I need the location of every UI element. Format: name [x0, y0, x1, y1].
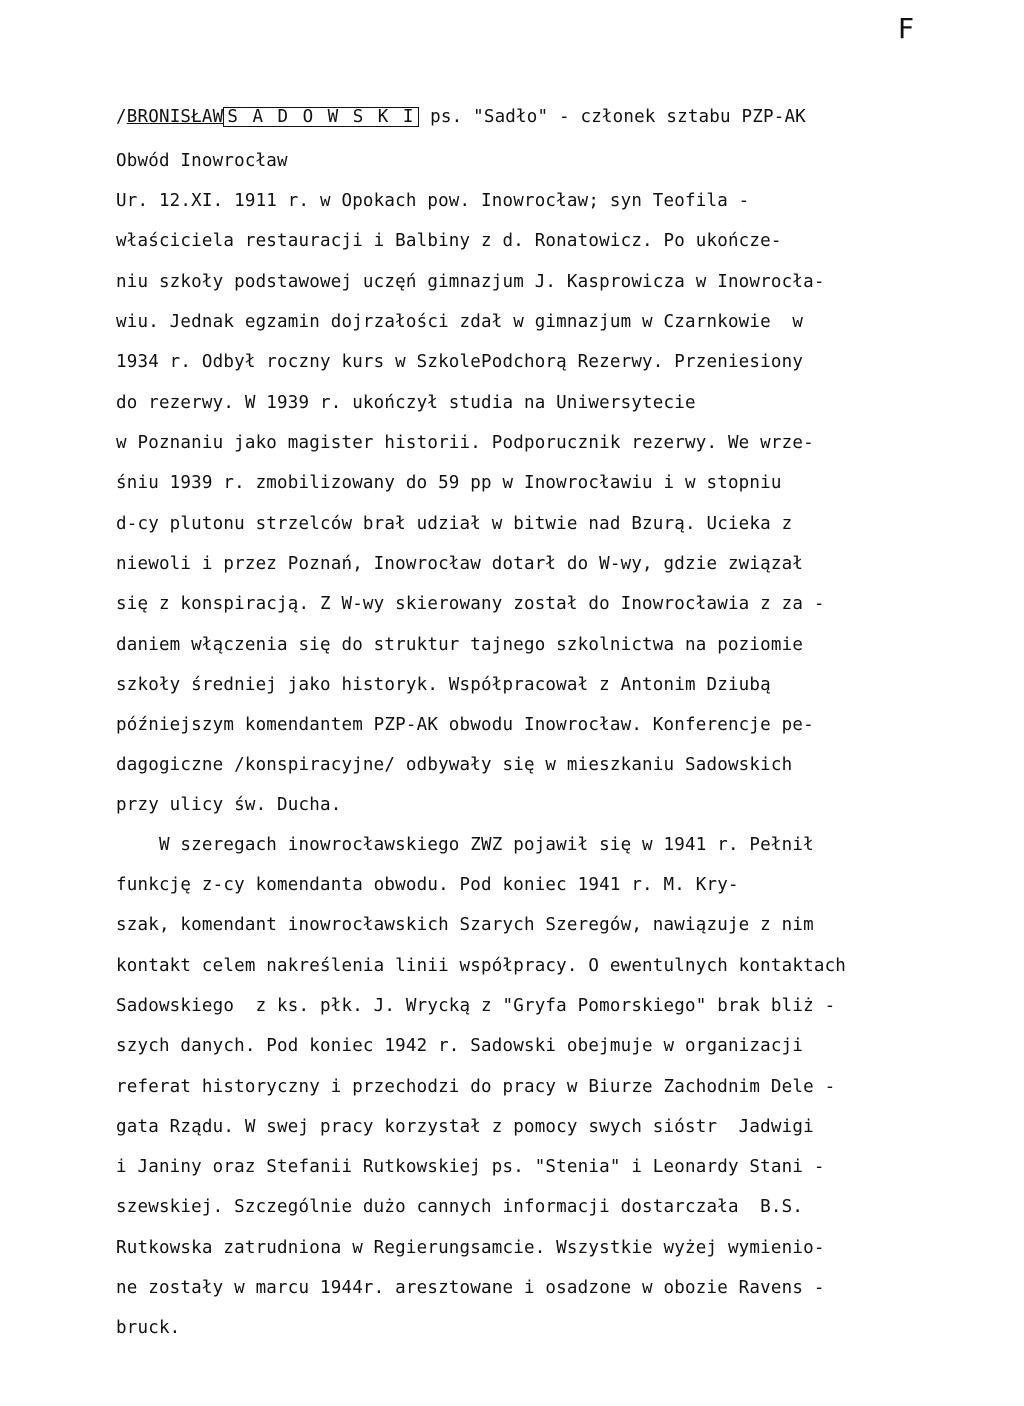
text-line: Ur. 12.XI. 1911 r. w Opokach pow. Inowrocław; syn Teofila - — [116, 191, 750, 211]
text-line: w Poznaniu jako magister historii. Podporucznik rezerwy. We wrze- — [116, 433, 814, 453]
text-line: kontakt celem nakreślenia linii współpracy. O ewentulnych kontaktach — [116, 956, 847, 976]
text-line: 1934 r. Odbył roczny kurs w SzkolePodchorą Rezerwy. Przeniesiony — [116, 352, 804, 372]
text-line: niu szkoły podstawowej uczęń gimnazjum J. Kasprowicza w Inowrocła- — [116, 272, 825, 292]
text-line: szewskiej. Szczególnie dużo cannych informacji dostarczała B.S. — [116, 1197, 804, 1217]
text-line: funkcję z-cy komendanta obwodu. Pod koniec 1941 r. M. Kry- — [116, 875, 739, 895]
text-line: niewoli i przez Poznań, Inowrocław dotarł do W-wy, gdzie związał — [116, 554, 804, 574]
text-line: bruck. — [116, 1318, 181, 1338]
text-line: Sadowskiego z ks. płk. J. Wrycką z "Gryfa Pomorskiego" brak bliż - — [116, 996, 836, 1016]
text-line: d-cy plutonu strzelców brał udział w bitwie nad Bzurą. Ucieka z — [116, 514, 793, 534]
text-line: szych danych. Pod koniec 1942 r. Sadowski obejmuje w organizacji — [116, 1036, 804, 1056]
text-line: właściciela restauracji i Balbiny z d. Ronatowicz. Po ukończe- — [116, 231, 782, 251]
text-line: szak, komendant inowrocławskich Szarych Szeregów, nawiązuje z nim — [116, 915, 814, 935]
text-line: referat historyczny i przechodzi do pracy w Biurze Zachodnim Dele - — [116, 1077, 836, 1097]
text-line: przy ulicy św. Ducha. — [116, 795, 342, 815]
text-line: śniu 1939 r. zmobilizowany do 59 pp w Inowrocławiu i w stopniu — [116, 473, 782, 493]
text-line: ne zostały w marcu 1944r. aresztowane i osadzone w obozie Ravens - — [116, 1278, 825, 1298]
text-line: i Janiny oraz Stefanii Rutkowskiej ps. "Stenia" i Leonardy Stani - — [116, 1157, 825, 1177]
heading-surname: S A D O W S K I — [223, 107, 419, 127]
text-line: Obwód Inowrocław — [116, 151, 288, 171]
text-line: daniem włączenia się do struktur tajnego szkolnictwa na poziomie — [116, 635, 804, 655]
text-line: się z konspiracją. Z W-wy skierowany został do Inowrocławia z za - — [116, 594, 825, 614]
page-mark: F — [898, 12, 915, 45]
heading-line — [116, 106, 806, 128]
text-line: Rutkowska zatrudniona w Regierungsamcie. Wszystkie wyżej wymienio- — [116, 1238, 825, 1258]
text-line: dagogiczne /konspiracyjne/ odbywały się w mieszkaniu Sadowskich — [116, 755, 793, 775]
text-line: szkoły średniej jako historyk. Współpracował z Antonim Dziubą — [116, 675, 771, 695]
heading-prefix: / — [116, 107, 127, 127]
text-line: wiu. Jednak egzamin dojrzałości zdał w gimnazjum w Czarnkowie w — [116, 312, 804, 332]
text-line: do rezerwy. W 1939 r. ukończył studia na Uniwersytecie — [116, 393, 696, 413]
heading-first-name: BRONISŁAW — [126, 107, 224, 127]
text-line: gata Rządu. W swej pracy korzystał z pomocy swych sióstr Jadwigi — [116, 1117, 814, 1137]
text-line: późniejszym komendantem PZP-AK obwodu Inowrocław. Konferencje pe- — [116, 715, 814, 735]
text-line: W szeregach inowrocławskiego ZWZ pojawił się w 1941 r. Pełnił — [116, 835, 814, 855]
heading-rest: ps. "Sadło" - członek sztabu PZP-AK — [419, 107, 806, 127]
